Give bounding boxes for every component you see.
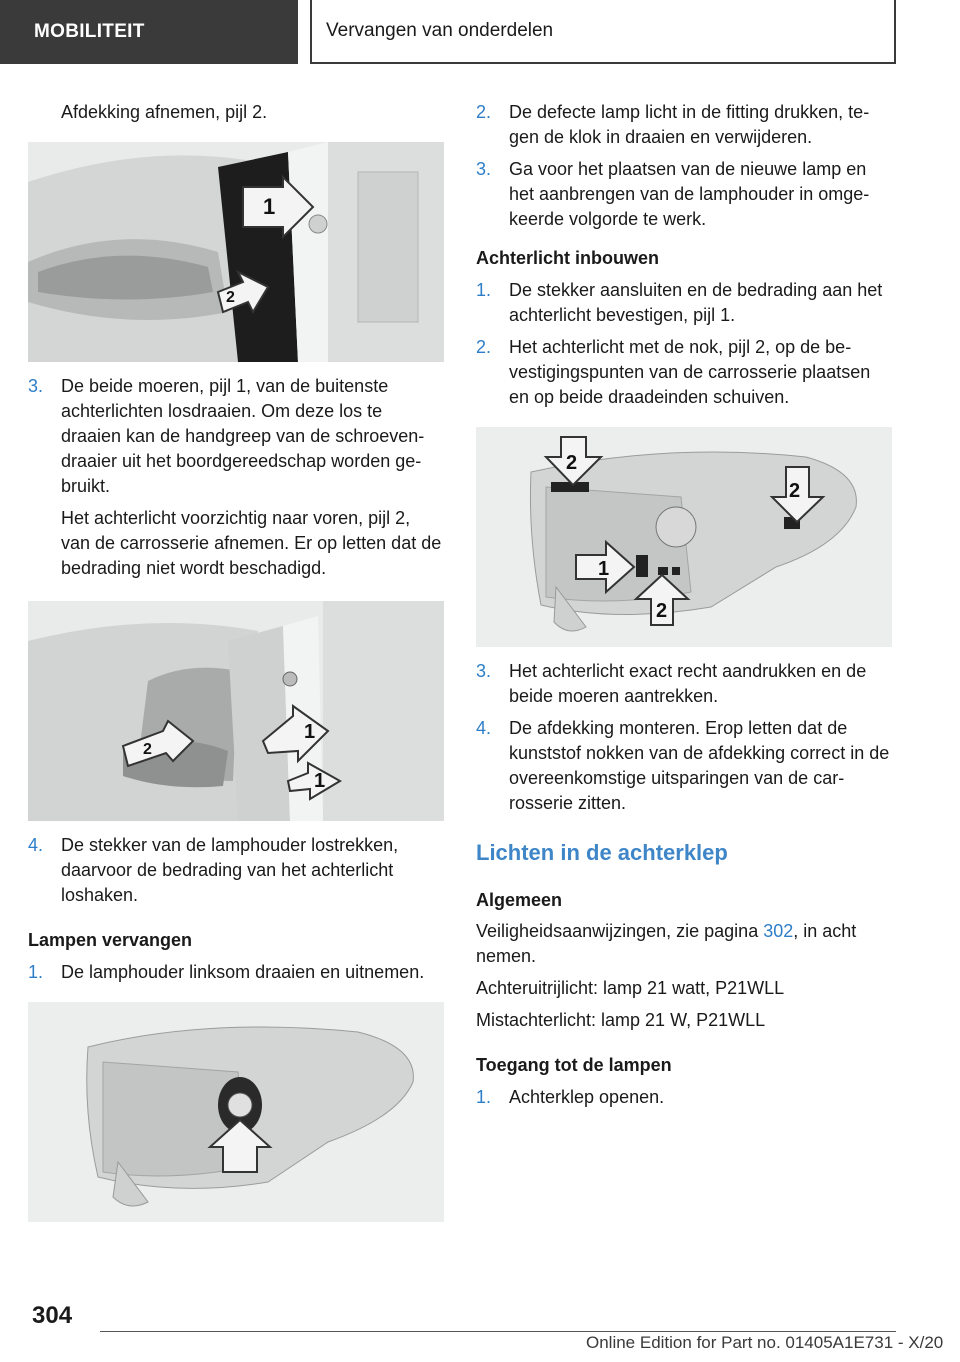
step-text: De stekker aansluiten en de bedrading aan het achterlicht bevestigen, pijl 1. xyxy=(509,280,883,325)
step-number: 1. xyxy=(28,962,44,982)
figure-4-label-2a: 2 xyxy=(566,452,578,474)
step-text: De beide moeren, pijl 1, van de buitenste achterlichten losdraaien. Om deze los te draaien kan de handgreep van de schroevendraaier uit het boordgereedschap worden gebruikt. xyxy=(61,376,425,496)
figure-2-illustration xyxy=(28,601,444,821)
step-number: 1. xyxy=(476,280,492,300)
figure-3-illustration xyxy=(28,1002,444,1222)
safety-text-after: , in acht nemen. xyxy=(476,921,857,966)
list-item xyxy=(476,716,892,816)
chapter-header xyxy=(310,0,896,64)
page-reference-link[interactable]: 302 xyxy=(763,921,794,941)
figure-4-label-2b: 2 xyxy=(789,480,801,502)
step-text: De lamphouder linksom draaien en uitnemen. xyxy=(61,962,425,982)
step-number: 3. xyxy=(476,159,492,179)
step-number: 1. xyxy=(476,1087,492,1107)
figure-rear-light-removal xyxy=(28,601,444,821)
list-item xyxy=(476,157,892,232)
figure-4-label-2c: 2 xyxy=(656,600,668,622)
step-text: Achterklep openen. xyxy=(509,1087,665,1107)
figure-2-label-1a: 1 xyxy=(304,721,316,743)
left-column xyxy=(28,100,444,1222)
safety-text-before: Veiligheidsaanwijzingen, zie pagina xyxy=(476,921,764,941)
fog-light-spec: Mistachterlicht: lamp 21 W, P21WLL xyxy=(476,1010,766,1030)
step-number: 2. xyxy=(476,102,492,122)
footer-edition: Online Edition for Part no. 01405A1E731 - X/20 xyxy=(586,1333,944,1352)
subheading-lamps: Lampen vervangen xyxy=(28,930,193,950)
figure-1-label-2: 2 xyxy=(226,289,235,306)
step-text: De defecte lamp licht in de fitting drukken, tegen de klok in draaien en verwijderen. xyxy=(509,102,870,147)
page-number: 304 xyxy=(32,1302,73,1329)
figure-2-label-2: 2 xyxy=(143,741,152,758)
list-item xyxy=(28,833,444,908)
section-tab xyxy=(0,0,298,64)
figure-1-illustration xyxy=(28,142,444,362)
step-number: 3. xyxy=(476,661,492,681)
safety-note xyxy=(476,919,892,969)
list-item xyxy=(28,374,444,499)
list-item xyxy=(476,659,892,709)
footer-divider xyxy=(100,1331,896,1332)
step-text: Het achterlicht met de nok, pijl 2, op de bevestigingspunten van de carrosserie plaatsen en op beide draadeinden schuiven. xyxy=(509,337,871,407)
figure-rear-light-install xyxy=(476,427,892,647)
step-number: 2. xyxy=(476,337,492,357)
list-item xyxy=(476,100,892,150)
subheading-general: Algemeen xyxy=(476,890,563,910)
step-text: De stekker van de lamphouder lostrekken, daarvoor de bedrading van het achterlicht loshaken. xyxy=(61,835,399,905)
list-item xyxy=(476,335,892,410)
figure-rear-light-cover xyxy=(28,142,444,362)
list-item xyxy=(476,1085,892,1110)
subheading-install: Achterlicht inbouwen xyxy=(476,248,660,268)
step-number: 4. xyxy=(28,835,44,855)
step-number: 4. xyxy=(476,718,492,738)
subheading-access: Toegang tot de lampen xyxy=(476,1055,672,1075)
step-note: Het achterlicht voorzichtig naar voren, pijl 2, van de carrosserie afnemen. Er op letten dat de bedrading niet wordt beschadigd. xyxy=(61,508,442,578)
section-title: Lichten in de achterklep xyxy=(476,840,728,865)
step-text: De afdekking monteren. Erop letten dat de kunststof nokken van de afdekking correct in de overeenkomstige uitsparingen van de carrosserie zitten. xyxy=(509,718,890,813)
intro-text: Afdekking afnemen, pijl 2. xyxy=(61,102,268,122)
chapter-title: Vervangen van onderdelen xyxy=(326,20,554,41)
figure-4-label-1: 1 xyxy=(598,558,610,580)
step-number: 3. xyxy=(28,376,44,396)
figure-lamp-holder xyxy=(28,1002,444,1222)
figure-2-label-1b: 1 xyxy=(314,770,326,792)
step-text: Ga voor het plaatsen van de nieuwe lamp en het aanbrengen van de lamphouder in omgekeerde volgorde te werk. xyxy=(509,159,870,229)
figure-4-illustration xyxy=(476,427,892,647)
list-item xyxy=(28,960,444,985)
step-text: Het achterlicht exact recht aandrukken en de beide moeren aantrekken. xyxy=(509,661,867,706)
right-column xyxy=(476,100,892,1110)
section-label: MOBILITEIT xyxy=(34,21,145,42)
list-item xyxy=(476,278,892,328)
figure-1-label-1: 1 xyxy=(263,194,276,219)
reverse-light-spec: Achteruitrijlicht: lamp 21 watt, P21WLL xyxy=(476,978,785,998)
